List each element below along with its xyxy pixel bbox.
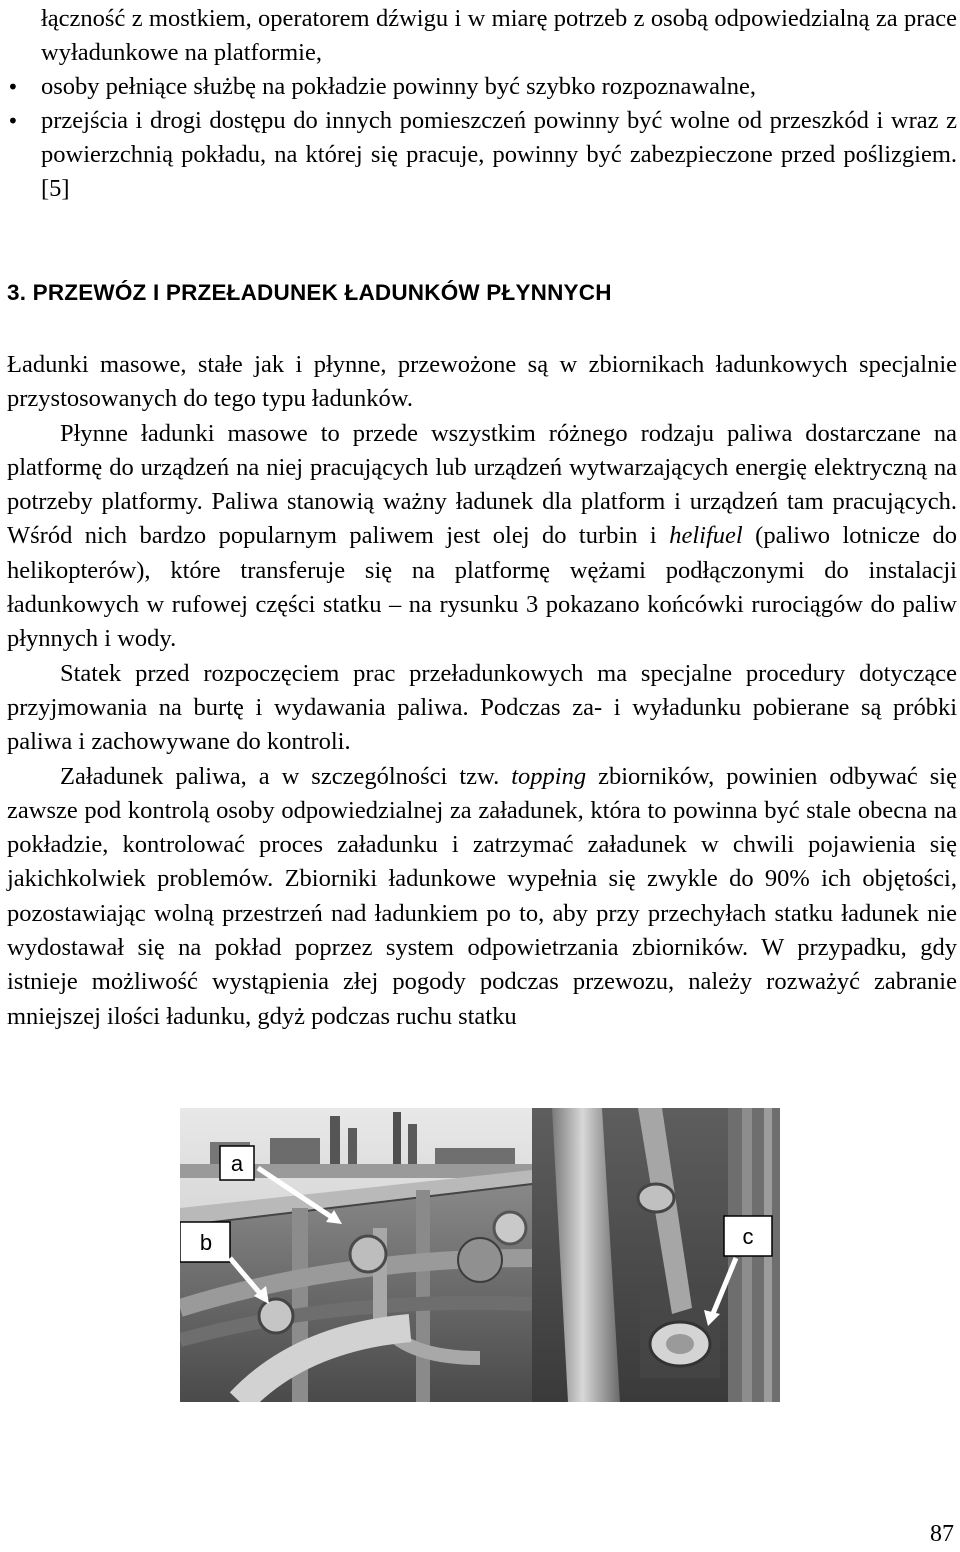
page-number: 87 xyxy=(930,1521,954,1547)
list-item-continued: łączność z mostkiem, operatorem dźwigu i w miarę potrzeb z osobą odpowiedzialną za prace wyładunkowe na platformie, xyxy=(41,5,957,66)
paragraph xyxy=(7,417,957,657)
section-heading: 3. PRZEWÓZ I PRZEŁADUNEK ŁADUNKÓW PŁYNNYCH xyxy=(7,280,612,305)
paragraph-italic-term: helifuel xyxy=(669,522,743,550)
figure-photographs xyxy=(180,1108,780,1402)
paragraph: Ładunki masowe, stałe jak i płynne, przewożone są w zbiornikach ładunkowych specjalnie przystosowanych do tego typu ładunków. xyxy=(7,351,957,413)
figure-svg xyxy=(180,1108,780,1402)
photo-left xyxy=(180,1108,532,1402)
paragraph-text: Płynne ładunki masowe to przede wszystkim różnego rodzaju paliwa dostarczane na platformę do urządzeń na niej pracujących lub urządzeń wytwarzających energię elektryczną na potrzeby platformy. Paliwa stanowią ważny ładunek dla platform i urządzeń tam pracujących. Wśród nich bardzo popularnym paliwem jest olej do turbin i xyxy=(7,419,957,550)
paragraph-italic-term: topping xyxy=(511,762,587,790)
paragraph xyxy=(7,760,957,1034)
paragraph-text: (paliwo lotnicze do helikopterów), które transferuje się na platformę wężami podłączonymi do instalacji ładunkowych w rufowej części statku – na rysunku 3 pokazano końcówki rurociągów do paliw płynnych i wody. xyxy=(7,522,957,653)
figure-label-c: c xyxy=(742,1224,754,1249)
paragraph: Statek przed rozpoczęciem prac przeładunkowych ma specjalne procedury dotyczące przyjmowania na burtę i wydawania paliwa. Podczas za- i wyładunku pobierane są próbki paliwa i zachowywane do kontroli. xyxy=(7,659,957,756)
list-item-bullet: • osoby pełniące służbę na pokładzie powinny być szybko rozpoznawalne, xyxy=(7,70,957,104)
figure-label-a: a xyxy=(230,1151,244,1176)
bullet-list xyxy=(7,2,957,206)
figure-label-b: b xyxy=(199,1230,213,1255)
body-text xyxy=(7,348,957,1034)
paragraph-text: Załadunek paliwa, a w szczególności tzw. xyxy=(60,762,512,790)
list-item-bullet: • przejścia i drogi dostępu do innych pomieszczeń powinny być wolne od przeszkód i wraz z powierzchnią pokładu, na której się pracuje, powinny być zabezpieczone przed poślizgiem.[5] xyxy=(7,104,957,206)
paragraph-text: zbiorników, powinien odbywać się zawsze pod kontrolą osoby odpowiedzialnej za załadunek, która to powinna być stale obecna na pokładzie, kontrolować proces załadunku i zatrzymać załadunek w chwili pojawienia się jakichkolwiek problemów. Zbiorniki ładunkowe wypełnia się zwykle do 90% ich objętości, pozostawiając wolną przestrzeń nad ładunkiem po to, aby przy przechyłach statku ładunek nie wydostawał się na pokład poprzez system odpowietrzania zbiorników. W przypadku, gdy istnieje możliwość wystąpienia złej pogody podczas przewozu, należy rozważyć zabranie mniejszej ilości ładunku, gdyż podczas ruchu statku xyxy=(7,762,957,1030)
photo-right xyxy=(532,1108,780,1402)
